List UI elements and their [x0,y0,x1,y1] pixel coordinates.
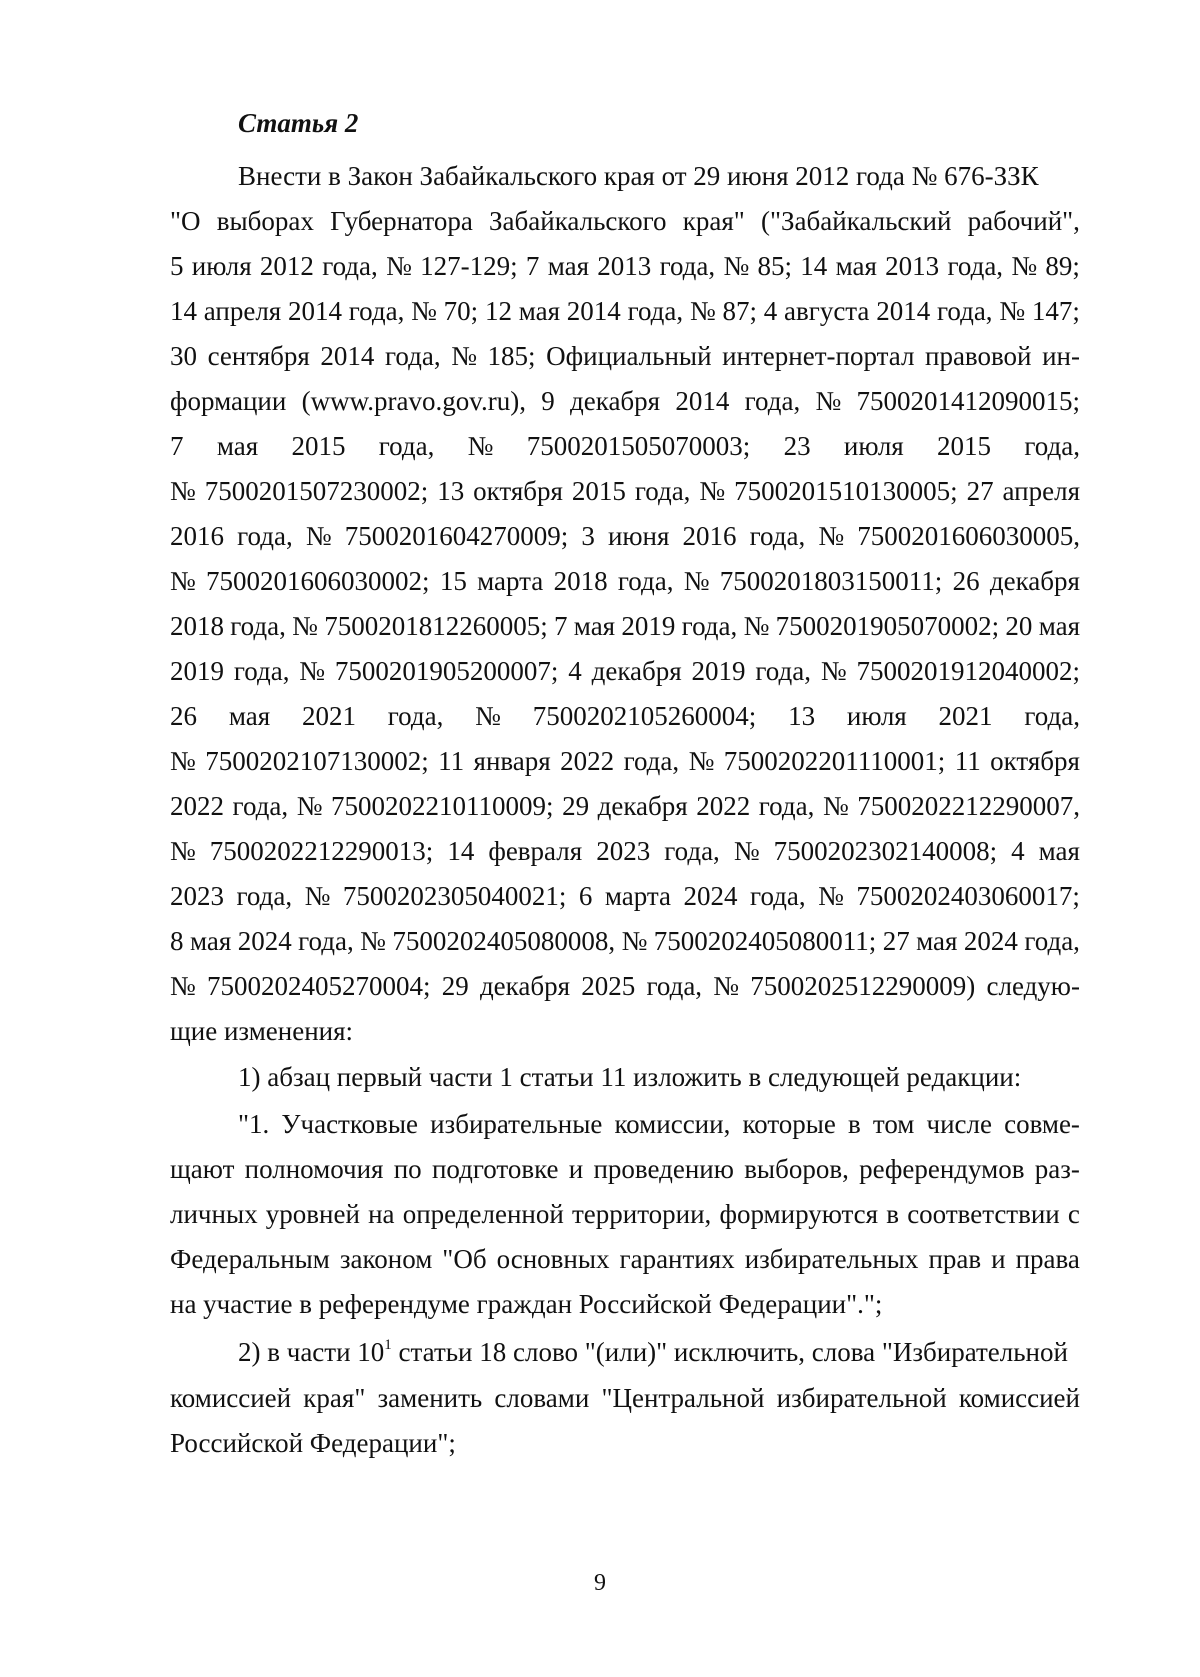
word: основных [496,1244,610,1274]
word: края" [303,1383,366,1413]
word: 7500202302140008; [773,836,998,866]
word: прав [928,1244,982,1274]
word: мая [228,701,271,731]
word: 7 [170,431,184,461]
word: года, [634,476,691,506]
word: июня [607,521,670,551]
word: 5 [170,251,184,281]
word: "Об [442,1244,487,1274]
word: 4 [568,656,582,686]
word: июля [191,251,252,281]
word: щают [170,1154,235,1184]
word: Участковые [281,1109,418,1139]
word: января [473,746,551,776]
word: декабря [597,791,688,821]
word: избирательных [744,1244,919,1274]
amendment-2-superscript: 1 [384,1337,392,1353]
word: года, [744,386,801,416]
word: ("Забайкальский [761,206,952,236]
continued-line [170,1382,1080,1414]
body-line [170,295,1080,327]
word: "О [170,206,201,236]
word: года, [298,926,354,956]
body-line [170,565,1080,597]
word: 29 [562,791,590,821]
word: марта [604,881,672,911]
word: в [848,1109,861,1139]
body-line [170,925,1080,957]
word: № [170,971,196,1001]
body-line [170,430,1080,462]
word: № [820,656,847,686]
word: года, [378,431,435,461]
word: 2012 [259,251,314,281]
word: 2019 [170,656,224,686]
word: 2019 [691,656,746,686]
word: № [822,791,849,821]
word: "1. [238,1109,270,1139]
body-line: на участие в референдуме граждан Российской Федерации"."; [170,1289,883,1319]
word: июля [846,701,907,731]
word: выборов, [744,1154,849,1184]
word: 2015 [291,431,346,461]
word: 7500201803150011; [719,566,943,596]
word: заменить [377,1383,483,1413]
word: правовой [925,341,1032,371]
word: избирательной [776,1383,947,1413]
word: № [621,926,648,956]
word: июля [843,431,904,461]
word: 2024 [237,926,292,956]
word: уровней [265,1199,360,1229]
word: года, [1024,926,1080,956]
word: ин- [1042,341,1080,371]
word: года, [232,791,289,821]
body-line [170,385,1080,417]
word: № [815,386,842,416]
word: комиссии, [614,1109,731,1139]
word: 3 [581,521,595,551]
word: мая [1038,611,1080,641]
word: 2013 [597,251,652,281]
word: избирательные [430,1109,603,1139]
word: референдумов [859,1154,1025,1184]
word: на [368,1199,395,1229]
continued-line: Российской Федерации"; [170,1428,456,1458]
body-line [170,700,1080,732]
word: 2018 [553,566,608,596]
word: 7 [525,251,540,281]
word: года, [936,296,993,326]
word: 29 [441,971,469,1001]
word: № [733,836,760,866]
word: № [688,746,715,776]
word: года, [758,791,815,821]
word: 2014 [566,296,621,326]
word: мая [916,926,958,956]
word: года, [348,296,405,326]
word: 70; [443,296,479,326]
word: года, [659,251,716,281]
word: личных [170,1199,258,1229]
word: марта [477,566,544,596]
word: рабочий", [967,206,1080,236]
word: мая [189,926,232,956]
word: 15 [439,566,467,596]
word: № [475,701,501,731]
word: года, [322,251,378,281]
amendment-2-line [238,1336,1080,1368]
word: года, [387,701,444,731]
word: декабря [479,971,571,1001]
word: 6 [578,881,593,911]
word: февраля [488,836,583,866]
word: № [170,476,196,506]
word: 2023 [170,881,224,911]
word: определенной [402,1199,564,1229]
word: 7500201606030002; [206,566,430,596]
word: 89; [1045,251,1080,281]
word: № [299,656,326,686]
word: 2021 [938,701,993,731]
word: года, [755,656,811,686]
body-line: Внести в Закон Забайкальского края от 29 июня 2012 года № 676-ЗЗК [238,161,1039,191]
body-line [170,475,1080,507]
body-line [170,655,1080,687]
word: формируются [719,1199,879,1229]
word: 85; [757,251,793,281]
word: № [689,296,716,326]
word: 185; [487,341,536,371]
word: 7500201604270009; [344,521,569,551]
word: 11 [438,746,465,776]
word: октября [990,746,1080,776]
word: следую- [986,971,1080,1001]
word: 2016 [682,521,737,551]
word: 2025 [581,971,636,1001]
word: № [818,881,844,911]
word: 13 [788,701,816,731]
word: декабря [989,566,1080,596]
word: № [292,611,318,641]
word: года, [230,611,286,641]
word: № [170,746,196,776]
word: интернет-портал [722,341,915,371]
word: № [386,251,412,281]
body-line [170,835,1080,867]
word: 7500201905070002; [775,611,1000,641]
word: декабря [570,386,661,416]
body-line [170,1153,1080,1185]
word: года, [385,341,441,371]
word: № [743,611,770,641]
word: № [1011,251,1038,281]
body-line: щие изменения: [170,1016,354,1046]
word: права [1015,1244,1080,1274]
word: 7500202212290013; [209,836,434,866]
word: Федеральным [170,1244,330,1274]
word: № [360,926,386,956]
word: соответствии [907,1199,1060,1229]
word: № [170,566,196,596]
word: совме- [1004,1109,1080,1139]
word: 2016 [170,521,224,551]
word: 147; [1031,296,1080,326]
word: августа [784,296,870,326]
word: (www.pravo.gov.ru), [301,386,527,416]
word: 7500202210110009; [331,791,554,821]
word: № [713,971,740,1001]
word: по [393,1154,422,1184]
word: 2018 [170,611,224,641]
word: 7500202305040021; [342,881,567,911]
word: 87; [722,296,757,326]
word: 7500202201110001; [723,746,946,776]
word: года, [236,881,293,911]
body-line [170,745,1080,777]
amendment-2-after: статьи 18 слово "(или)" исключить, слова "Избирательной [391,1337,1068,1367]
word: мая [573,611,616,641]
word: 7500201812260005; [324,611,548,641]
word: года, [627,296,684,326]
word: 30 [170,341,197,371]
word: года, [646,971,703,1001]
word: полномочия [244,1154,384,1184]
word: года, [664,836,720,866]
word: 4 [763,296,778,326]
word: сентября [207,341,310,371]
word: 2022 [170,791,224,821]
word: № [451,341,477,371]
word: 20 [1005,611,1033,641]
word: 13 [437,476,465,506]
word: словами [494,1383,590,1413]
page-number: 9 [594,1570,606,1596]
word: мая [216,431,259,461]
word: мая [835,251,877,281]
word: "Центральной [601,1383,765,1413]
word: 2022 [560,746,615,776]
word: и [991,1244,1006,1274]
body-line: 1) абзац первый части 1 статьи 11 изложить в следующей редакции: [238,1062,1022,1092]
word: 14 [800,251,828,281]
word: года, [237,521,293,551]
word: 4 [1011,836,1025,866]
word: 14 [447,836,475,866]
word: года, [617,566,674,596]
word: 2021 [301,701,356,731]
word: 2022 [696,791,751,821]
word: подготовке [431,1154,559,1184]
word: 2024 [963,926,1018,956]
word: 27 [882,926,910,956]
word: выборах [216,206,314,236]
word: апреля [203,296,282,326]
word: проведению [593,1154,734,1184]
word: в [886,1199,900,1229]
word: № [170,836,196,866]
word: 2014 [675,386,730,416]
word: 2014 [320,341,375,371]
word: № [305,521,332,551]
word: законом [339,1244,433,1274]
word: 7500201606030005, [857,521,1080,551]
word: 7500201412090015; [856,386,1080,416]
word: мая [547,251,589,281]
word: 9 [541,386,555,416]
word: гарантиях [619,1244,735,1274]
word: Губернатора [330,206,473,236]
word: 2014 [288,296,342,326]
word: том [872,1109,915,1139]
body-line [170,610,1080,642]
word: 14 [170,296,197,326]
word: № [467,431,494,461]
word: мая [518,296,561,326]
word: № [999,296,1026,326]
article-heading: Статья 2 [238,108,359,138]
word: года, [233,656,290,686]
word: 2014 [876,296,931,326]
body-line [170,1243,1080,1275]
word: 7500202512290009) [750,971,976,1001]
word: № [304,881,331,911]
word: 7500201505070003; [526,431,751,461]
word: 2015 [937,431,992,461]
word: 2015 [571,476,626,506]
word: 8 [170,926,184,956]
word: края" [682,206,745,236]
word: 7500201510130005; [734,476,958,506]
word: № [723,251,750,281]
word: 7500202405270004; [206,971,431,1001]
word: 23 [783,431,811,461]
word: 7500201905200007; [334,656,559,686]
body-line [170,340,1080,372]
word: 12 [484,296,512,326]
body-line [170,250,1080,282]
word: 7500202212290007, [857,791,1080,821]
body-line [170,880,1080,912]
body-line [170,1198,1080,1230]
word: 7500202405080008, [392,926,616,956]
word: 7 [554,611,568,641]
word: 2019 [621,611,676,641]
word: октября [473,476,563,506]
word: комиссией [958,1383,1080,1413]
word: апреля [1002,476,1080,506]
body-line [238,1108,1080,1140]
word: формации [170,386,287,416]
word: года, [750,881,806,911]
amendment-2-text [238,1336,1068,1368]
word: года, [749,521,806,551]
word: № [296,791,323,821]
word: 2024 [683,881,738,911]
word: числе [926,1109,992,1139]
word: территории, [571,1199,712,1229]
word: 7500202405080011; [653,926,877,956]
amendment-2-before: 2) в части 10 [238,1337,385,1367]
word: 27 [966,476,994,506]
word: 127-129; [420,251,518,281]
word: № [818,521,845,551]
word: которые [742,1109,836,1139]
word: № [699,476,726,506]
body-line [170,520,1080,552]
word: 2023 [596,836,651,866]
word: года, [1024,701,1080,731]
word: 7500202105260004; [532,701,757,731]
word: № [683,566,710,596]
word: 2013 [885,251,940,281]
word: 7500201507230002; [204,476,429,506]
word: декабря [591,656,682,686]
word: раз- [1034,1154,1080,1184]
word: Забайкальского [489,206,667,236]
word: 26 [170,701,197,731]
word: 7500201912040002; [856,656,1080,686]
word: 26 [952,566,980,596]
word: года, [623,746,680,776]
word: года, [1024,431,1080,461]
word: 11 [954,746,981,776]
word: года, [681,611,738,641]
word: мая [1038,836,1080,866]
body-line [170,205,1080,237]
word: комиссией [170,1383,292,1413]
word: года, [947,251,1004,281]
word: Официальный [546,341,712,371]
word: 7500202107130002; [205,746,429,776]
body-line [170,790,1080,822]
word: № [411,296,437,326]
word: и [568,1154,584,1184]
word: 7500202403060017; [856,881,1080,911]
word: с [1067,1199,1080,1229]
body-line [170,970,1080,1002]
